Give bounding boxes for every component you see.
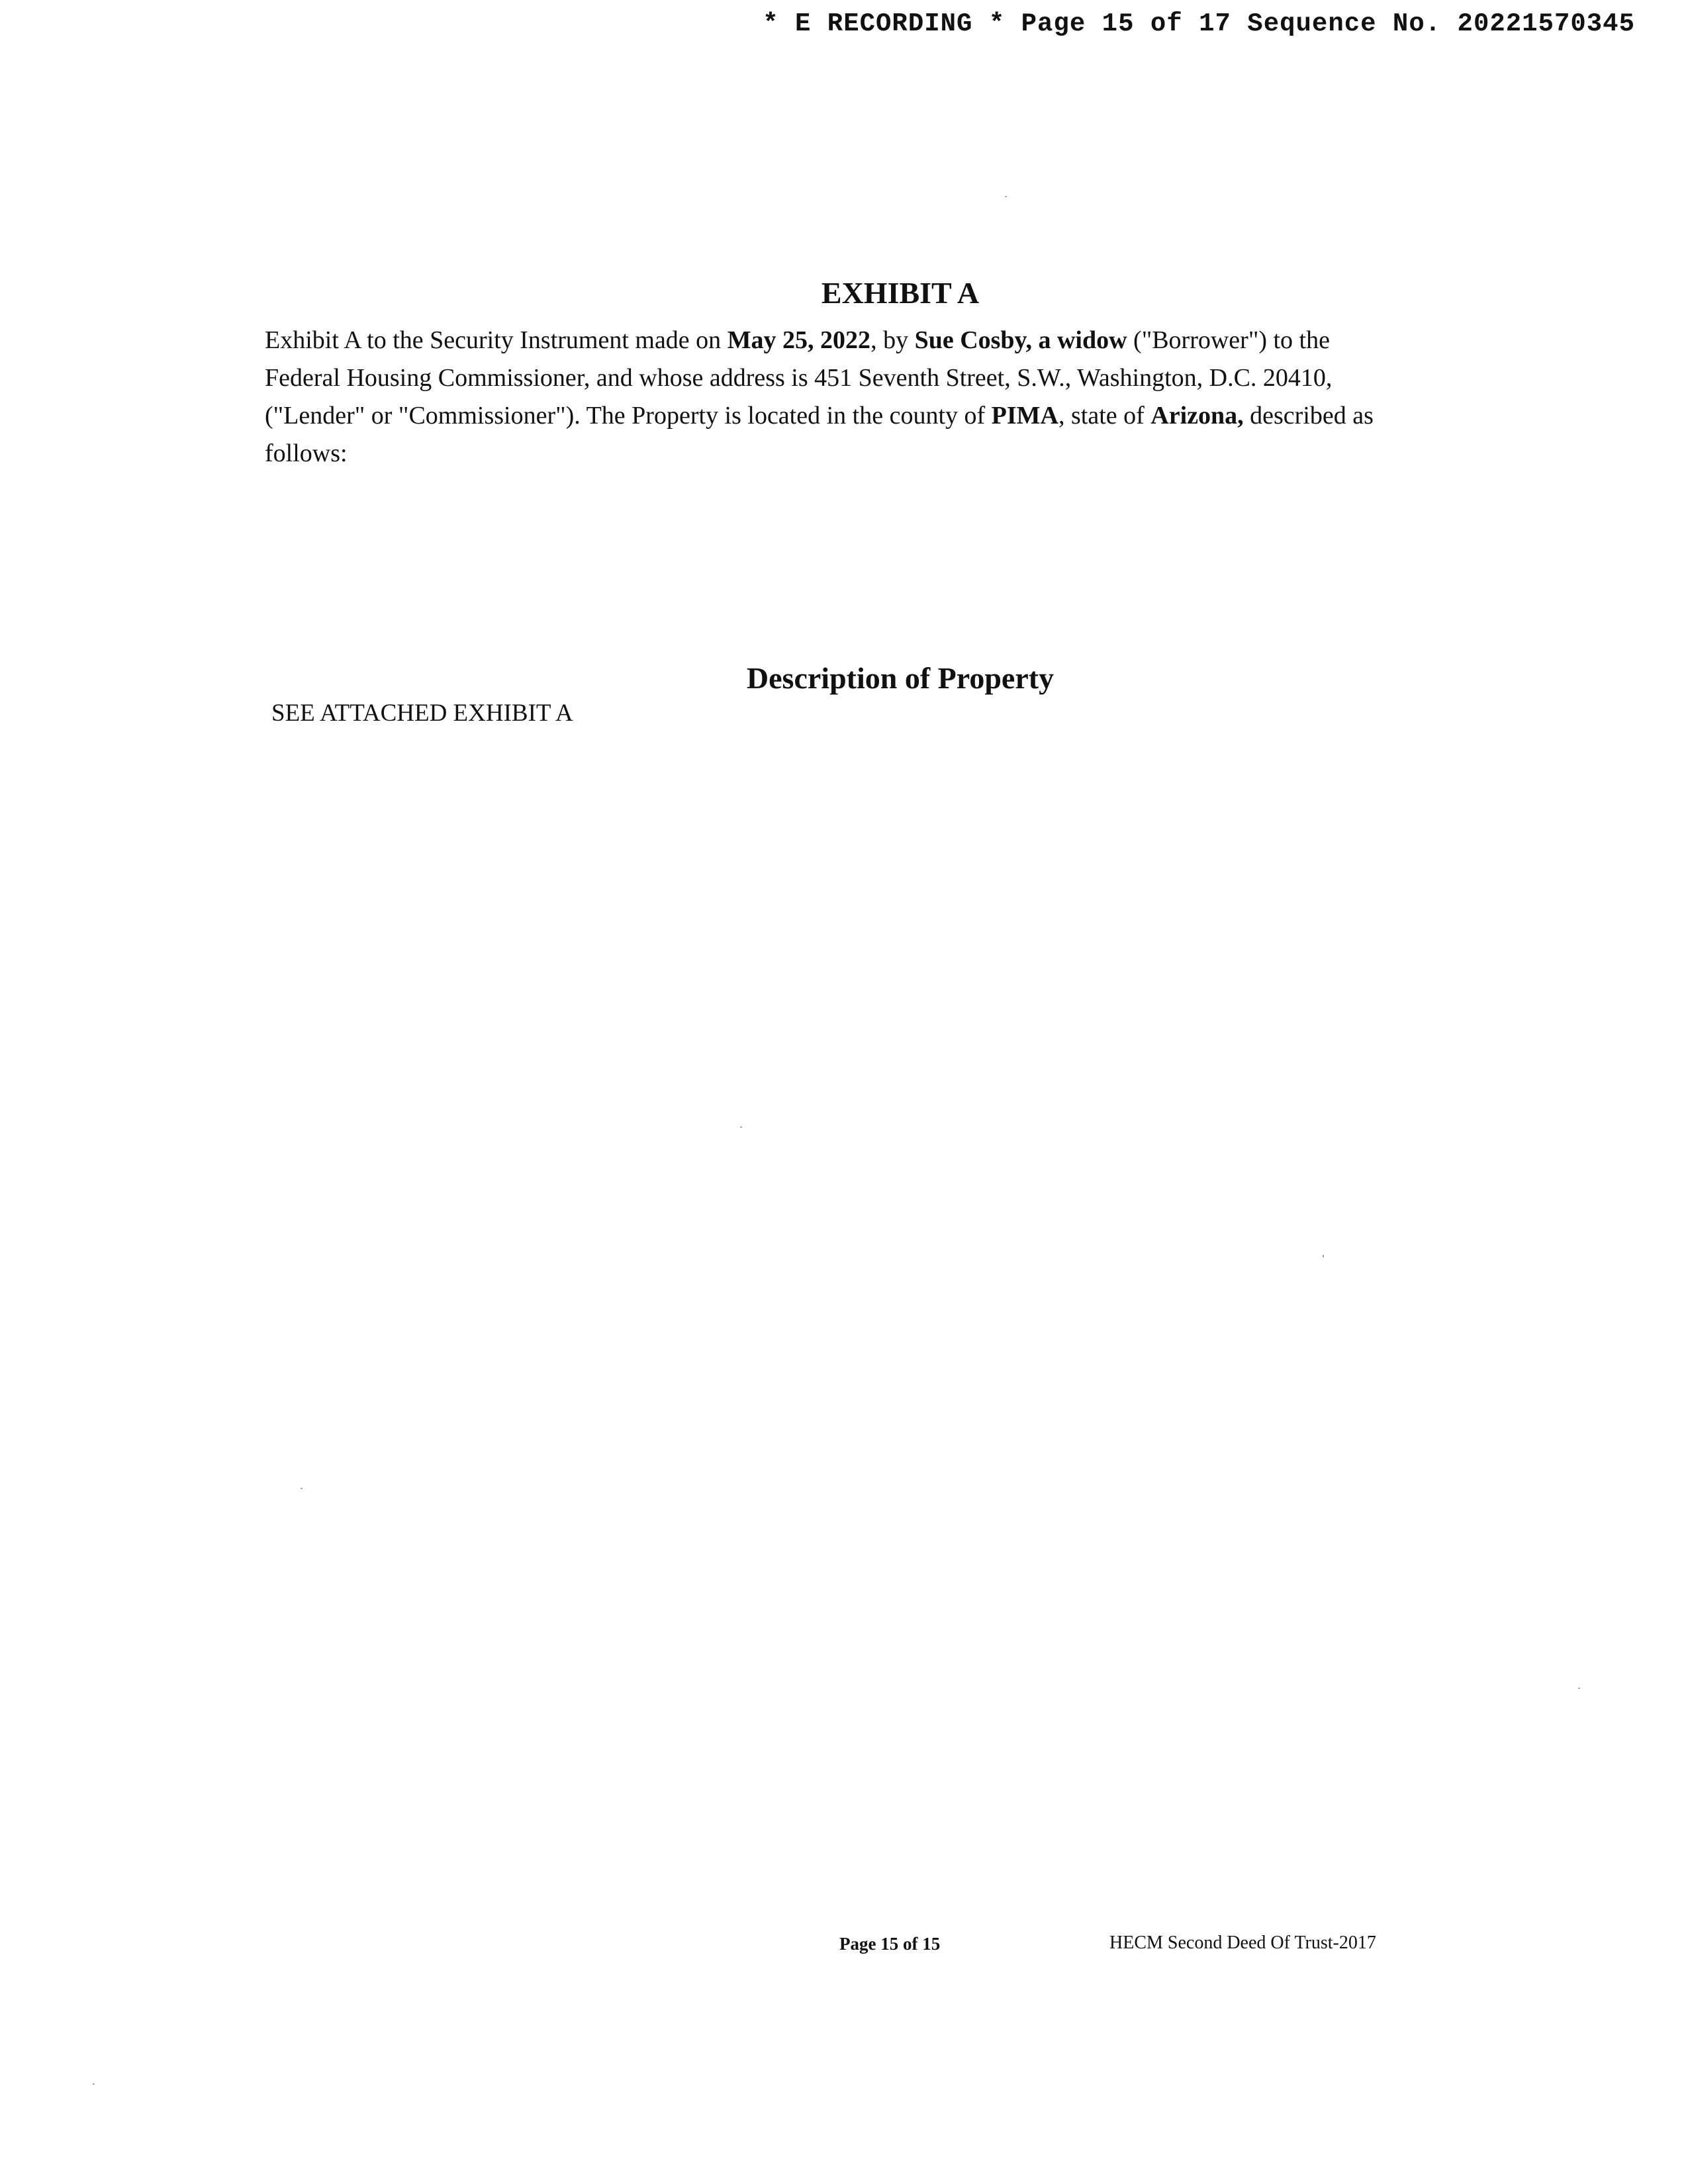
scan-speck bbox=[740, 1126, 742, 1128]
borrower-name: Sue Cosby, a widow bbox=[914, 326, 1127, 354]
intro-text-2: , by bbox=[870, 326, 915, 354]
description-heading: Description of Property bbox=[746, 661, 1055, 695]
footer-page-number: Page 15 of 15 bbox=[839, 1934, 941, 1954]
county-name: PIMA bbox=[991, 402, 1058, 430]
recording-header: * E RECORDING * Page 15 of 17 Sequence No. 20221570345 bbox=[763, 9, 1635, 38]
description-body: SEE ATTACHED EXHIBIT A bbox=[271, 700, 573, 727]
intro-text-1: Exhibit A to the Security Instrument made on bbox=[265, 326, 727, 354]
exhibit-intro-paragraph bbox=[265, 322, 1403, 473]
state-name: Arizona, bbox=[1150, 402, 1244, 430]
scan-speck bbox=[1578, 1688, 1580, 1689]
footer-form-name: HECM Second Deed Of Trust-2017 bbox=[1109, 1933, 1376, 1953]
intro-text-3: ("Borrower") to the Federal Housing Commissioner, and whose address is 451 Seventh Street, S.W., Washington, D.C. 20410, ("Lender" or "Commissioner"). The Property is located in the county of bbox=[265, 326, 1333, 430]
exhibit-title: EXHIBIT A bbox=[821, 276, 980, 310]
instrument-date: May 25, 2022 bbox=[727, 326, 871, 354]
scan-speck bbox=[93, 2083, 95, 2085]
intro-text-4: , state of bbox=[1058, 402, 1151, 430]
scan-speck bbox=[1005, 196, 1007, 197]
scan-speck bbox=[1323, 1255, 1324, 1257]
intro-text-5: described as follows: bbox=[265, 402, 1374, 467]
scan-speck bbox=[301, 1488, 303, 1489]
